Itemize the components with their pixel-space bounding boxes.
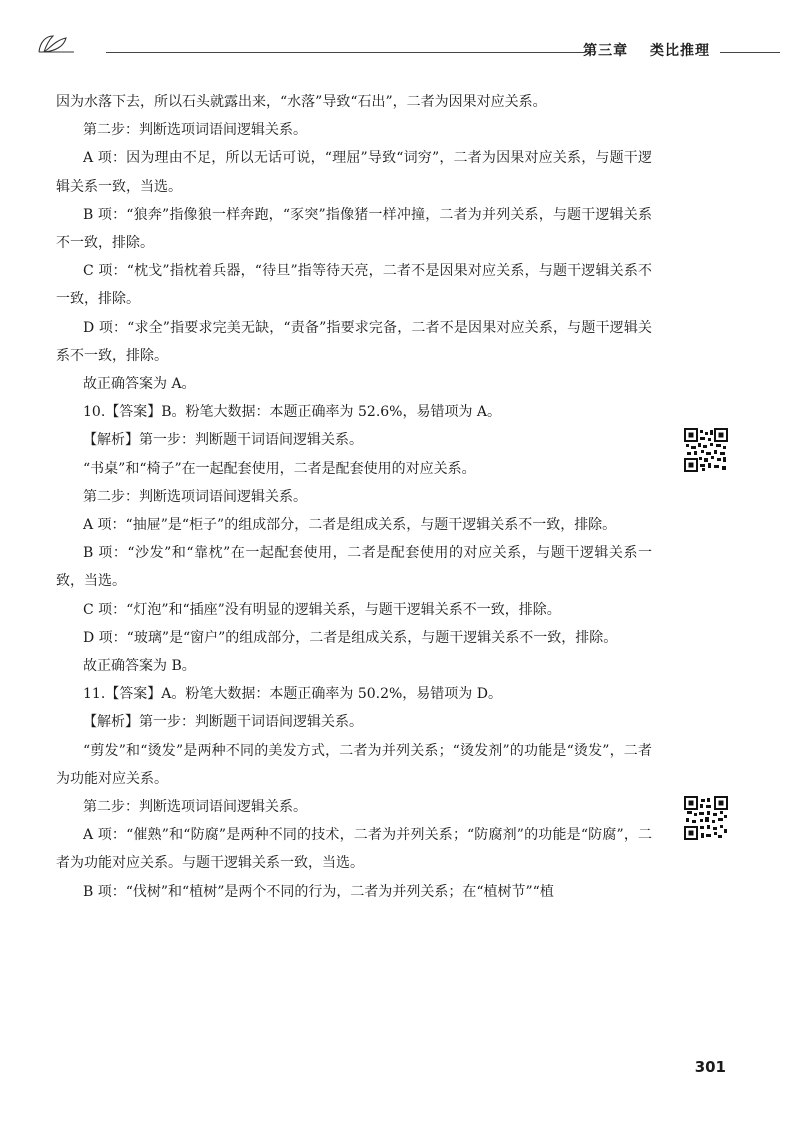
running-head [583,40,710,60]
paragraph: 第二步：判断选项词语间逻辑关系。 [83,799,307,816]
analysis-line: 【解析】第一步：判断题干词语间逻辑关系。 [83,432,363,449]
analysis-line: 【解析】第一步：判断题干词语间逻辑关系。 [83,714,363,731]
paragraph: C 项：“灯泡”和“插座”没有明显的逻辑关系，与题干逻辑关系不一致，排除。 [83,601,561,618]
section-title: 类比推理 [650,43,710,59]
paragraph: 第二步：判断选项词语间逻辑关系。 [83,488,307,505]
qr-code-icon[interactable] [684,428,728,472]
header-rule-right [720,52,780,53]
paragraph: “书桌”和“椅子”在一起配套使用，二者是配套使用的对应关系。 [83,460,476,477]
header-rule [106,52,585,53]
answer-line: 11.【答案】A。粉笔大数据：本题正确率为 50.2%，易错项为 D。 [83,686,502,703]
page-number: 301 [694,1058,726,1076]
page-header [36,30,780,60]
paragraph: 故正确答案为 A。 [83,376,196,393]
paragraph: 第二步：判断选项词语间逻辑关系。 [83,122,307,139]
paragraph: B 项：“狼奔”指像狼一样奔跑，“豕突”指像猪一样冲撞，二者为并列关系，与题干逻辑关系不一致，排除。 [56,206,652,252]
paragraph: A 项：“催熟”和“防腐”是两种不同的技术，二者为并列关系；“防腐剂”的功能是“防腐”，二者为功能对应关系。与题干逻辑关系一致，当选。 [56,827,652,872]
page-body [56,88,652,906]
paragraph: 故正确答案为 B。 [83,658,196,675]
answer-line: 10.【答案】B。粉笔大数据：本题正确率为 52.6%，易错项为 A。 [83,404,502,421]
paragraph: D 项：“玻璃”是“窗户”的组成部分，二者是组成关系，与题干逻辑关系不一致，排除。 [83,629,618,646]
paragraph: B 项：“伐树”和“植树”是两个不同的行为，二者为并列关系；在“植树节”“植 [83,883,554,900]
paragraph: A 项：因为理由不足，所以无话可说，“理屈”导致“词穷”，二者为因果对应关系，与题干逻辑关系一致，当选。 [56,150,652,195]
qr-code-icon[interactable] [684,796,728,840]
paragraph: 因为水落下去，所以石头就露出来，“水落”导致“石出”，二者为因果对应关系。 [56,94,547,110]
paragraph: “剪发”和“烫发”是两种不同的美发方式，二者为并列关系；“烫发剂”的功能是“烫发”，二者为功能对应关系。 [56,742,652,787]
paragraph: C 项：“枕戈”指枕着兵器，“待旦”指等待天亮，二者不是因果对应关系，与题干逻辑关系不一致，排除。 [56,263,652,308]
paragraph: A 项：“抽屉”是“柜子”的组成部分，二者是组成关系，与题干逻辑关系不一致，排除。 [83,517,617,534]
leaf-icon [36,30,76,56]
paragraph: D 项：“求全”指要求完美无缺，“责备”指要求完备，二者不是因果对应关系，与题干逻辑关系不一致，排除。 [56,319,652,364]
chapter-label: 第三章 [583,43,629,59]
paragraph: B 项：“沙发”和“靠枕”在一起配套使用，二者是配套使用的对应关系，与题干逻辑关系一致，当选。 [56,545,652,590]
